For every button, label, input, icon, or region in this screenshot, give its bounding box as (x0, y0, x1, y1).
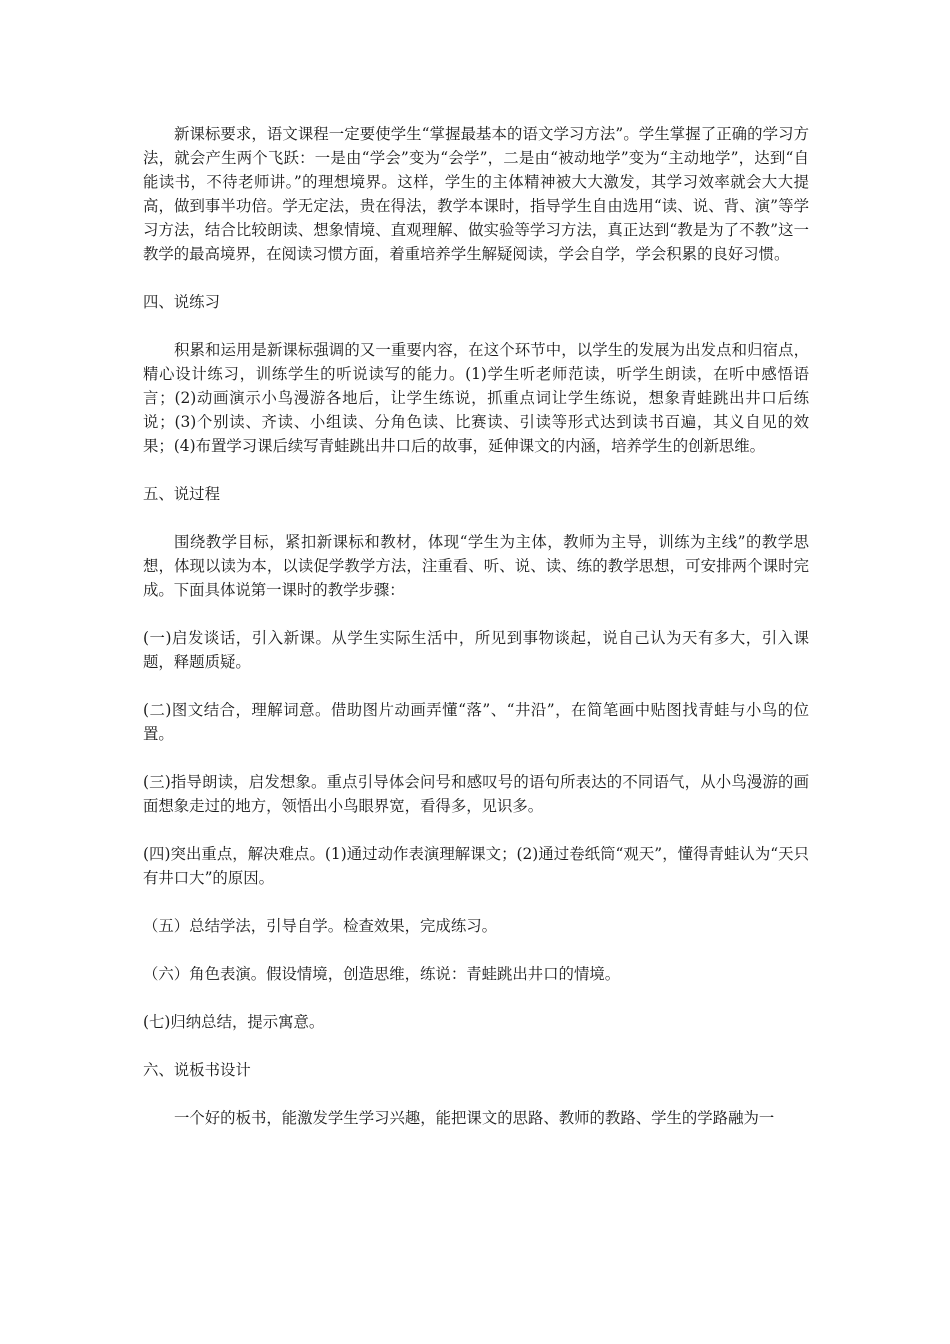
paragraph-board-design: 一个好的板书，能激发学生学习兴趣，能把课文的思路、教师的教路、学生的学路融为一 (174, 1109, 775, 1127)
step-4: (四)突出重点，解决难点。(1)通过动作表演理解课文；(2)通过卷纸筒“观天”，懂得青蛙认为“天只有井口大”的原因。 (143, 845, 809, 887)
step-6: （六）角色表演。假设情境，创造思维，练说：青蛙跳出井口的情境。 (143, 965, 621, 983)
document-body (143, 122, 809, 1130)
step-7: (七)归纳总结，提示寓意。 (143, 1013, 325, 1031)
paragraph-learning-methods: 新课标要求，语文课程一定要使学生“掌握最基本的语文学习方法”。学生掌握了正确的学习方法，就会产生两个飞跃：一是由“学会”变为“会学”，二是由“被动地学”变为“主动地学”，达到“自能读书，不待老师讲。”的理想境界。这样，学生的主体精神被大大激发，其学习效率就会大大提高，做到事半功倍。学无定法，贵在得法，教学本课时，指导学生自由选用“读、说、背、演”等学习方法，结合比较朗读、想象情境、直观理解、做实验等学习方法，真正达到“教是为了不教”这一教学的最高境界，在阅读习惯方面，着重培养学生解疑阅读，学会自学，学会积累的良好习惯。 (143, 125, 809, 263)
step-2: (二)图文结合，理解词意。借助图片动画弄懂“落”、“井沿”，在简笔画中贴图找青蛙与小鸟的位置。 (143, 701, 809, 743)
paragraph-process: 围绕教学目标，紧扣新课标和教材，体现“学生为主体，教师为主导，训练为主线”的教学思想，体现以读为本，以读促学教学方法，注重看、听、说、读、练的教学思想，可安排两个课时完成。下面具体说第一课时的教学步骤： (143, 533, 809, 599)
paragraph-practice: 积累和运用是新课标强调的又一重要内容，在这个环节中，以学生的发展为出发点和归宿点，精心设计练习，训练学生的听说读写的能力。(1)学生听老师范读，听学生朗读，在听中感悟语言；(2)动画演示小鸟漫游各地后，让学生练说，抓重点词让学生练说，想象青蛙跳出井口后练说；(3)个别读、齐读、小组读、分角色读、比赛读、引读等形式达到读书百遍，其义自见的效果；(4)布置学习课后续写青蛙跳出井口后的故事，延伸课文的内涵，培养学生的创新思维。 (143, 341, 809, 455)
section-heading-process: 五、说过程 (143, 485, 220, 503)
step-1: (一)启发谈话，引入新课。从学生实际生活中，所见到事物谈起，说自己认为天有多大，引入课题，释题质疑。 (143, 629, 809, 671)
step-5: （五）总结学法，引导自学。检查效果，完成练习。 (143, 917, 497, 935)
section-heading-board-design: 六、说板书设计 (143, 1061, 251, 1079)
section-heading-practice: 四、说练习 (143, 293, 220, 311)
step-3: (三)指导朗读，启发想象。重点引导体会问号和感叹号的语句所表达的不同语气，从小鸟漫游的画面想象走过的地方，领悟出小鸟眼界宽，看得多，见识多。 (143, 773, 809, 815)
